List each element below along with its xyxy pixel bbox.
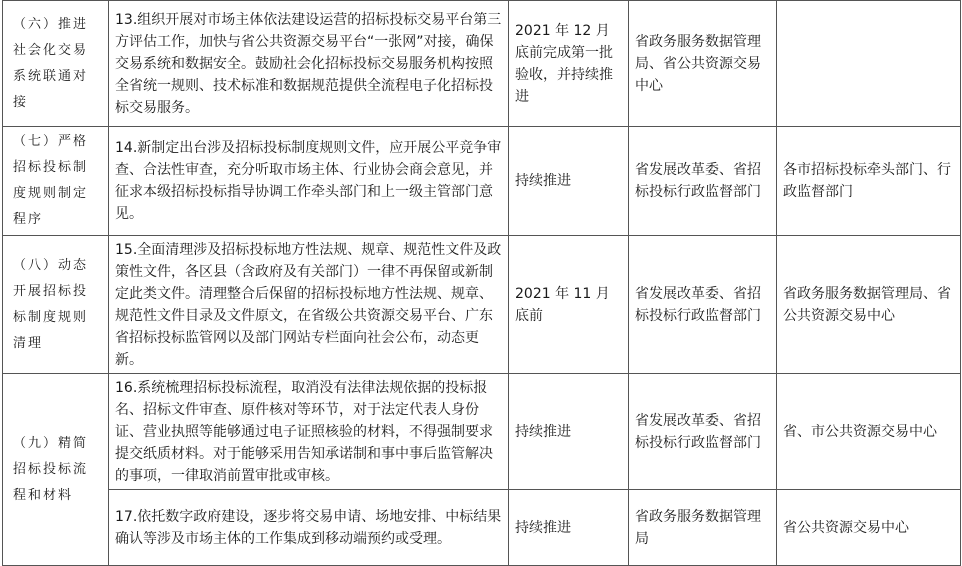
timeline-cell: 2021 年 11 月底前 <box>509 236 629 374</box>
category-cell: （七）严格招标投标制度规则制定程序 <box>3 127 109 236</box>
lead-department-cell: 省发展改革委、省招标投标行政监督部门 <box>629 236 777 374</box>
timeline-cell: 持续推进 <box>509 374 629 490</box>
task-cell: 17.依托数字政府建设，逐步将交易申请、场地安排、中标结果确认等涉及市场主体的工作集成到移动端预约或受理。 <box>109 490 509 566</box>
category-cell: （八）动态开展招标投标制度规则清理 <box>3 236 109 374</box>
task-cell: 15.全面清理涉及招标投标地方性法规、规章、规范性文件及政策性文件，各区县（含政府及有关部门）一律不再保留或新制定此类文件。清理整合后保留的招标投标地方性法规、规章、规范性文件目录及文件原文，在省级公共资源交易平台、广东省招标投标监管网以及部门网站专栏面向社会公布，动态更新。 <box>109 236 509 374</box>
table-row <box>3 1 961 127</box>
category-cell: （六）推进社会化交易系统联通对接 <box>3 1 109 127</box>
timeline-cell: 持续推进 <box>509 127 629 236</box>
task-cell: 16.系统梳理招标投标流程，取消没有法律法规依据的投标报名、招标文件审查、原件核对等环节，对于法定代表人身份证、营业执照等能够通过电子证照核验的材料，不得强制要求提交纸质材料。对于能够采用告知承诺制和事中事后监管解决的事项，一律取消前置审批或审核。 <box>109 374 509 490</box>
category-cell: （九）精简招标投标流程和材料 <box>3 374 109 566</box>
table-row <box>3 374 961 490</box>
lead-department-cell: 省发展改革委、省招标投标行政监督部门 <box>629 127 777 236</box>
cooperating-department-cell: 省、市公共资源交易中心 <box>777 374 961 490</box>
cooperating-department-cell: 省政务服务数据管理局、省公共资源交易中心 <box>777 236 961 374</box>
table-row <box>3 127 961 236</box>
lead-department-cell: 省政务服务数据管理局、省公共资源交易中心 <box>629 1 777 127</box>
cooperating-department-cell <box>777 1 961 127</box>
cooperating-department-cell: 各市招标投标牵头部门、行政监督部门 <box>777 127 961 236</box>
lead-department-cell: 省政务服务数据管理局 <box>629 490 777 566</box>
cooperating-department-cell: 省公共资源交易中心 <box>777 490 961 566</box>
task-cell: 14.新制定出台涉及招标投标制度规则文件，应开展公平竞争审查、合法性审查，充分听取市场主体、行业协会商会意见，并征求本级招标投标指导协调工作牵头部门和上一级主管部门意见。 <box>109 127 509 236</box>
timeline-cell: 持续推进 <box>509 490 629 566</box>
table-row <box>3 236 961 374</box>
timeline-cell: 2021 年 12 月底前完成第一批验收，并持续推进 <box>509 1 629 127</box>
lead-department-cell: 省发展改革委、省招标投标行政监督部门 <box>629 374 777 490</box>
task-cell: 13.组织开展对市场主体依法建设运营的招标投标交易平台第三方评估工作，加快与省公共资源交易平台“一张网”对接，确保交易系统和数据安全。鼓励社会化招标投标交易服务机构按照全省统一规则、技术标准和数据规范提供全流程电子化招标投标交易服务。 <box>109 1 509 127</box>
policy-task-table <box>2 0 961 566</box>
table-row <box>3 490 961 566</box>
